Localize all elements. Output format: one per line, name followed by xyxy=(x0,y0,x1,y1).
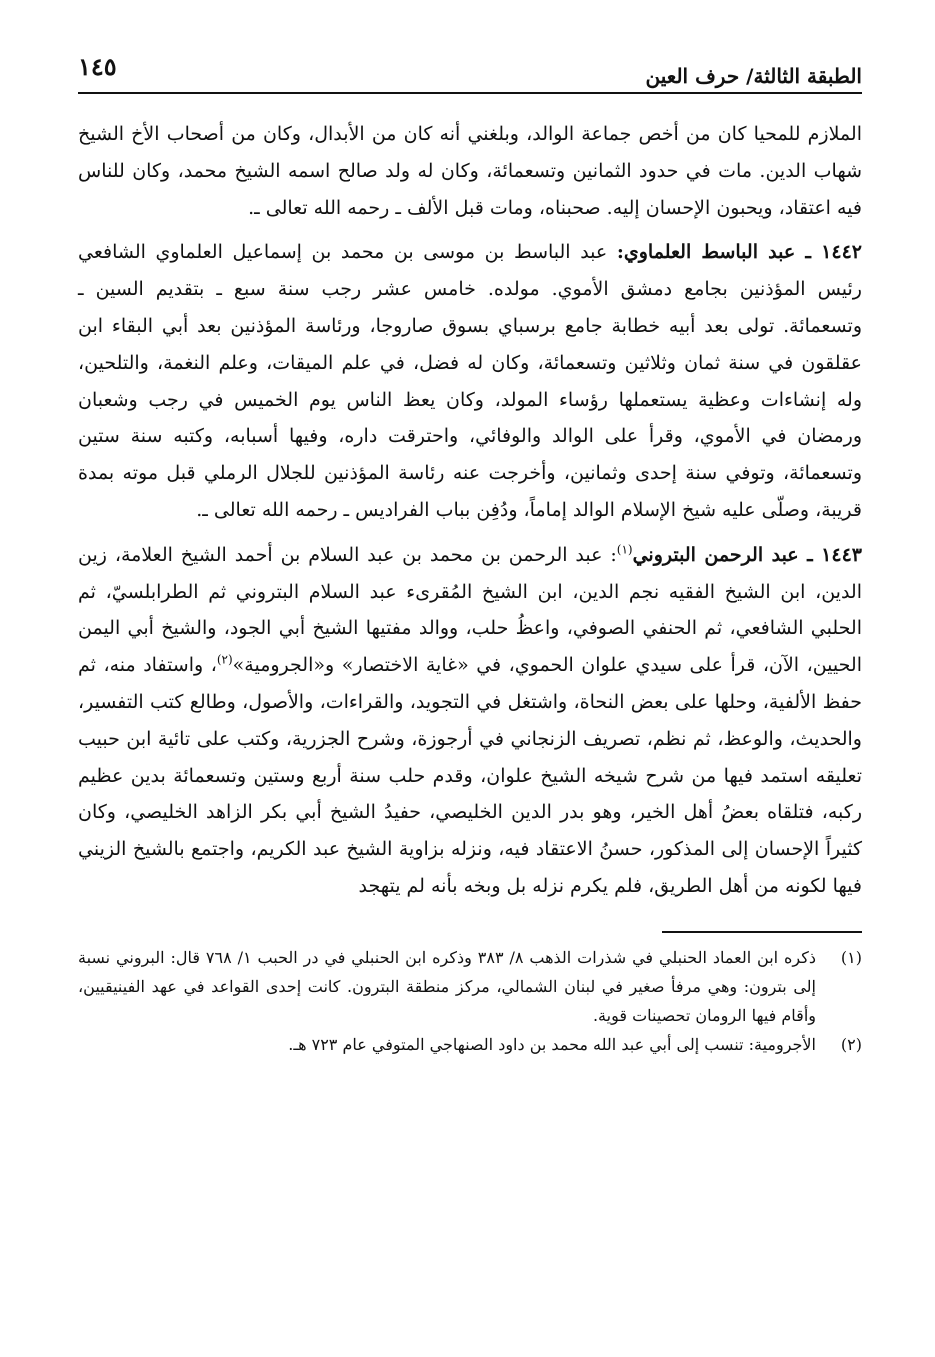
footnotes xyxy=(78,943,862,1059)
footnote-2 xyxy=(78,1030,862,1059)
entry-1443 xyxy=(78,537,862,905)
entry-heading: ١٤٤٢ ـ عبد الباسط العلماوي: xyxy=(616,241,862,264)
entry-1442 xyxy=(78,234,862,528)
paragraph-continuation xyxy=(78,116,862,226)
page-number: ١٤٥ xyxy=(78,52,117,81)
footnote-number: (١) xyxy=(840,947,862,967)
entry-heading: ١٤٤٣ ـ عبد الرحمن البتروني xyxy=(632,543,862,566)
body-text xyxy=(78,116,862,905)
entry-text: عبد الباسط بن موسى بن محمد بن إسماعيل العلماوي الشافعي رئيس المؤذنين بجامع دمشق الأموي. مولده. خامس عشر رجب سنة سبع ـ بتقديم السين ـ وتسعمائة. تولى بعد أبيه خطابة جامع برسباي بسوق صاروجا، ورئاسة المؤذنين بعد أبي البقاء ابن عقلقون في سنة ثمان وثلاثين وتسعمائة، وكان له فضل، في علم الميقات، وعلم النغمة، والتلحين، وله إنشاءات وعظية يستعملها رؤساء المولد، وكان يعظ الناس يوم الخميس في رجب وشعبان ورمضان في الأموي، وقرأ على الوالد والوفائي، واحترقت داره، وفيها أسبابه، وكتبه سنة ستين وتسعمائة، وتوفي سنة إحدى وثمانين، وأخرجت عنه رئاسة المؤذنين للجلال الرملي قبل موته بمدة قريبة، وصلّى عليه شيخ الإسلام الوالد إماماً، ودُفِن بباب الفراديس ـ رحمه الله تعالى ـ. xyxy=(78,241,862,521)
entry-text-continued: ، واستفاد منه، ثم حفظ الألفية، وحلها على بعض النحاة، واشتغل في التجويد، والقراءات، والأصول، وطالع كتب التفسير، والحديث، والوعظ، ثم نظم، تصريف الزنجاني في أرجوزة، وشرح الجزرية، وكتب على تائية ابن حبيب تعليقه استمد فيها من شرح شيخه الشيخ علوان، وقدم حلب سنة أربع وستين وتسعمائة بدين عظيم ركبه، فتلقاه بعضُ أهل الخير، وهو بدر الدين الخليصي، حفيدُ الشيخ أبي بكر الزاهد الخليصي، وكان كثيراً الإحسان إلى المذكور، حسنُ الاعتقاد فيه، ونزله بزاوية الشيخ عبد الكريم، واجتمع بالشيخ الزيني فيها لكونه من أهل الطريق، فلم يكرم نزله بل وبخه بأنه لم يتهجد xyxy=(78,654,862,897)
page-header xyxy=(78,50,862,94)
paragraph-text: الملازم للمحيا كان من أخص جماعة الوالد، وبلغني أنه كان من الأبدال، وكان من أصحاب الأخ الشيخ شهاب الدين. مات في حدود الثمانين وتسعمائة، وكان له ولد صالح اسمه الشيخ محمد، وكان للناس فيه اعتقاد، ويحبون الإحسان إليه. صحبناه، ومات قبل الألف ـ رحمه الله تعالى ـ. xyxy=(78,123,862,219)
footnote-1 xyxy=(78,943,862,1030)
document-page xyxy=(78,50,862,1320)
footnote-ref-1[interactable]: (١) xyxy=(616,542,633,557)
running-title: الطبقة الثالثة/ حرف العين xyxy=(645,64,862,88)
footnote-text: ذكره ابن العماد الحنبلي في شذرات الذهب ٨/ ٣٨٣ وذكره ابن الحنبلي في در الحبب ١/ ٧٦٨ قال: البروني نسبة إلى بترون: وهي مرفأ صغير في لبنان الشمالي، مركز منطقة البترون. كانت إحدى القواعد في عهد الفينيقيين، وأقام فيها الرومان تحصينات قوية. xyxy=(78,947,817,1025)
footnote-divider xyxy=(662,931,862,933)
footnote-number: (٢) xyxy=(840,1034,862,1054)
entry-text: : عبد الرحمن بن محمد بن عبد السلام بن أحمد الشيخ العلامة، زين الدين، ابن الشيخ الفقيه نجم الدين، ابن الشيخ المُقرىء عبد السلام البتروني ثم الطرابلسيّ، ثم الحلبي الشافعي، ثم الحنفي الصوفي، واعظُ حلب، ووالد مفتيها الشيخ أبي الجود، والشيخ أبي اليمن الحيين، الآن، قرأ على سيدي علوان الحموي، في «غاية الاختصار» و«الجرومية» xyxy=(78,543,862,677)
footnote-text: الأجرومية: تنسب إلى أبي عبد الله محمد بن داود الصنهاجي المتوفي عام ٧٢٣ هـ. xyxy=(288,1034,816,1054)
footnote-ref-2[interactable]: (٢) xyxy=(216,652,233,667)
